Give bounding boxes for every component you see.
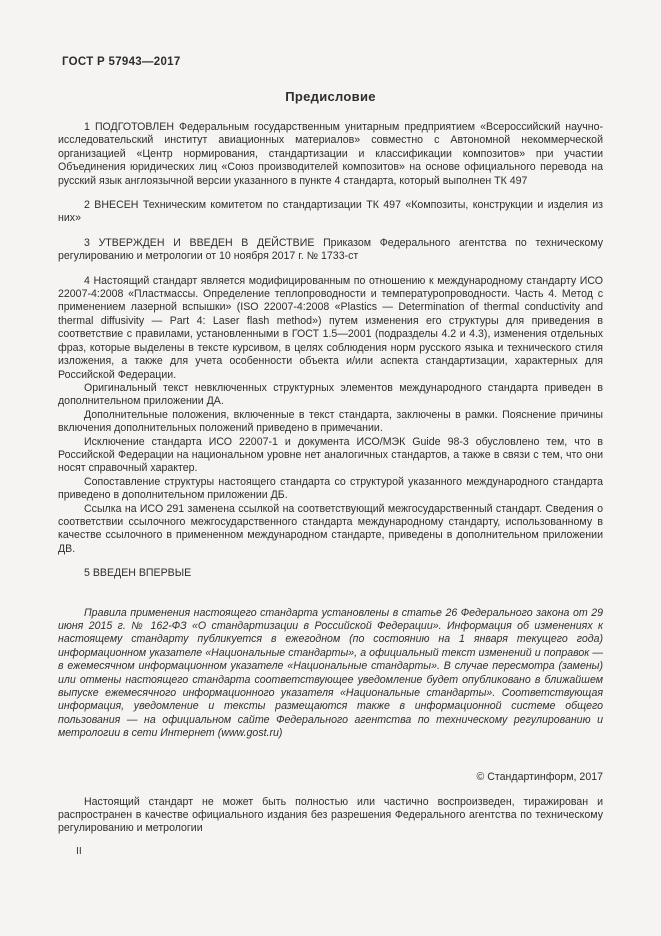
foreword-item-4-sub-1: Оригинальный текст невключенных структурных элементов международного стандарта приведен в дополнительном приложении ДА. xyxy=(58,381,603,408)
foreword-item-1: 1 ПОДГОТОВЛЕН Федеральным государственным унитарным предприятием «Всероссийский научно-исследовательский институт авиационных материалов» совместно с Автономной некоммерческой организацией «Центр нормирования, стандартизации и классификации композитов» при участии Объединения юридических лиц «Союз производителей композитов» на основе официального перевода на русский язык англоязычной версии указанного в пункте 4 стандарта, который выполнен ТК 497 xyxy=(58,121,603,187)
legal-notice: Правила применения настоящего стандарта установлены в статье 26 Федерального закона от 29 июня 2015 г. № 162-ФЗ «О стандартизации в Российской Федерации». Информация об изменениях к настоящему стандарту публикуется в ежегодном (по состоянию на 1 января текущего года) информационном указателе «Национальные стандарты», а официальный текст изменений и поправок — в ежемесячном информационном указателе «Национальные стандарты». В случае пересмотра (замены) или отмены настоящего стандарта соответствующее уведомление будет опубликовано в ближайшем выпуске ежемесячного информационного указателя «Национальные стандарты». Соответствующая информация, уведомление и тексты размещаются также в информационной системе общего пользования — на официальном сайте Федерального агентства по техническому регулированию и метрологии в сети Интернет (www.gost.ru) xyxy=(58,606,603,740)
doc-code: ГОСТ Р 57943—2017 xyxy=(62,56,181,68)
foreword-item-4-sub-5: Ссылка на ИСО 291 заменена ссылкой на соответствующий межгосударственный стандарт. Сведения о соответствии ссылочного межгосударственного стандарта международному стандарту, использованному в качестве ссылочного в примененном международном стандарте, приведены в дополнительном приложении ДВ. xyxy=(58,502,603,555)
reproduction-notice: Настоящий стандарт не может быть полностью или частично воспроизведен, тиражирован и распространен в качестве официального издания без разрешения Федерального агентства по техническому регулированию и метрологии xyxy=(58,795,603,835)
foreword-item-4-sub-4: Сопоставление структуры настоящего стандарта со структурой указанного международного стандарта приведено в дополнительном приложении ДБ. xyxy=(58,475,603,502)
foreword-item-3: 3 УТВЕРЖДЕН И ВВЕДЕН В ДЕЙСТВИЕ Приказом Федерального агентства по техническому регулированию и метрологии от 10 ноября 2017 г. № 1733-ст xyxy=(58,236,603,263)
foreword-item-4: 4 Настоящий стандарт является модифицированным по отношению к международному стандарту ИСО 22007-4:2008 «Пластмассы. Определение теплопроводности и температуропроводности. Часть 4. Метод с применением лазерной вспышки» (ISO 22007-4:2008 «Plastics — Determination of thermal conductivity and thermal diffusivity — Part 4: Laser flash method») путем изменения его структуры для приведения в соответствие с правилами, установленными в ГОСТ 1.5—2001 (подразделы 4.2 и 4.3), изменения отдельных фраз, которые выделены в тексте курсивом, в целях соблюдения норм русского языка и технического стиля изложения, а также для учета особенности объекта и/или аспекта стандартизации, характерных для Российской Федерации. xyxy=(58,274,603,381)
foreword-item-2: 2 ВНЕСЕН Техническим комитетом по стандартизации ТК 497 «Композиты, конструкции и изделия из них» xyxy=(58,199,603,225)
foreword-item-5: 5 ВВЕДЕН ВПЕРВЫЕ xyxy=(84,567,192,580)
copyright-line: © Стандартинформ, 2017 xyxy=(476,770,603,783)
foreword-item-4-sub-2: Дополнительные положения, включенные в текст стандарта, заключены в рамки. Пояснение причины включения дополнительных положений приведено в примечании. xyxy=(58,408,603,435)
page-title: Предисловие xyxy=(285,89,376,104)
foreword-item-4-sub-3: Исключение стандарта ИСО 22007-1 и документа ИСО/МЭК Guide 98-3 обусловлено тем, что в Российской Федерации на национальном уровне нет аналогичных стандартов, а также в связи с тем, что они носят справочный характер. xyxy=(58,435,603,475)
page-number: II xyxy=(76,845,82,857)
